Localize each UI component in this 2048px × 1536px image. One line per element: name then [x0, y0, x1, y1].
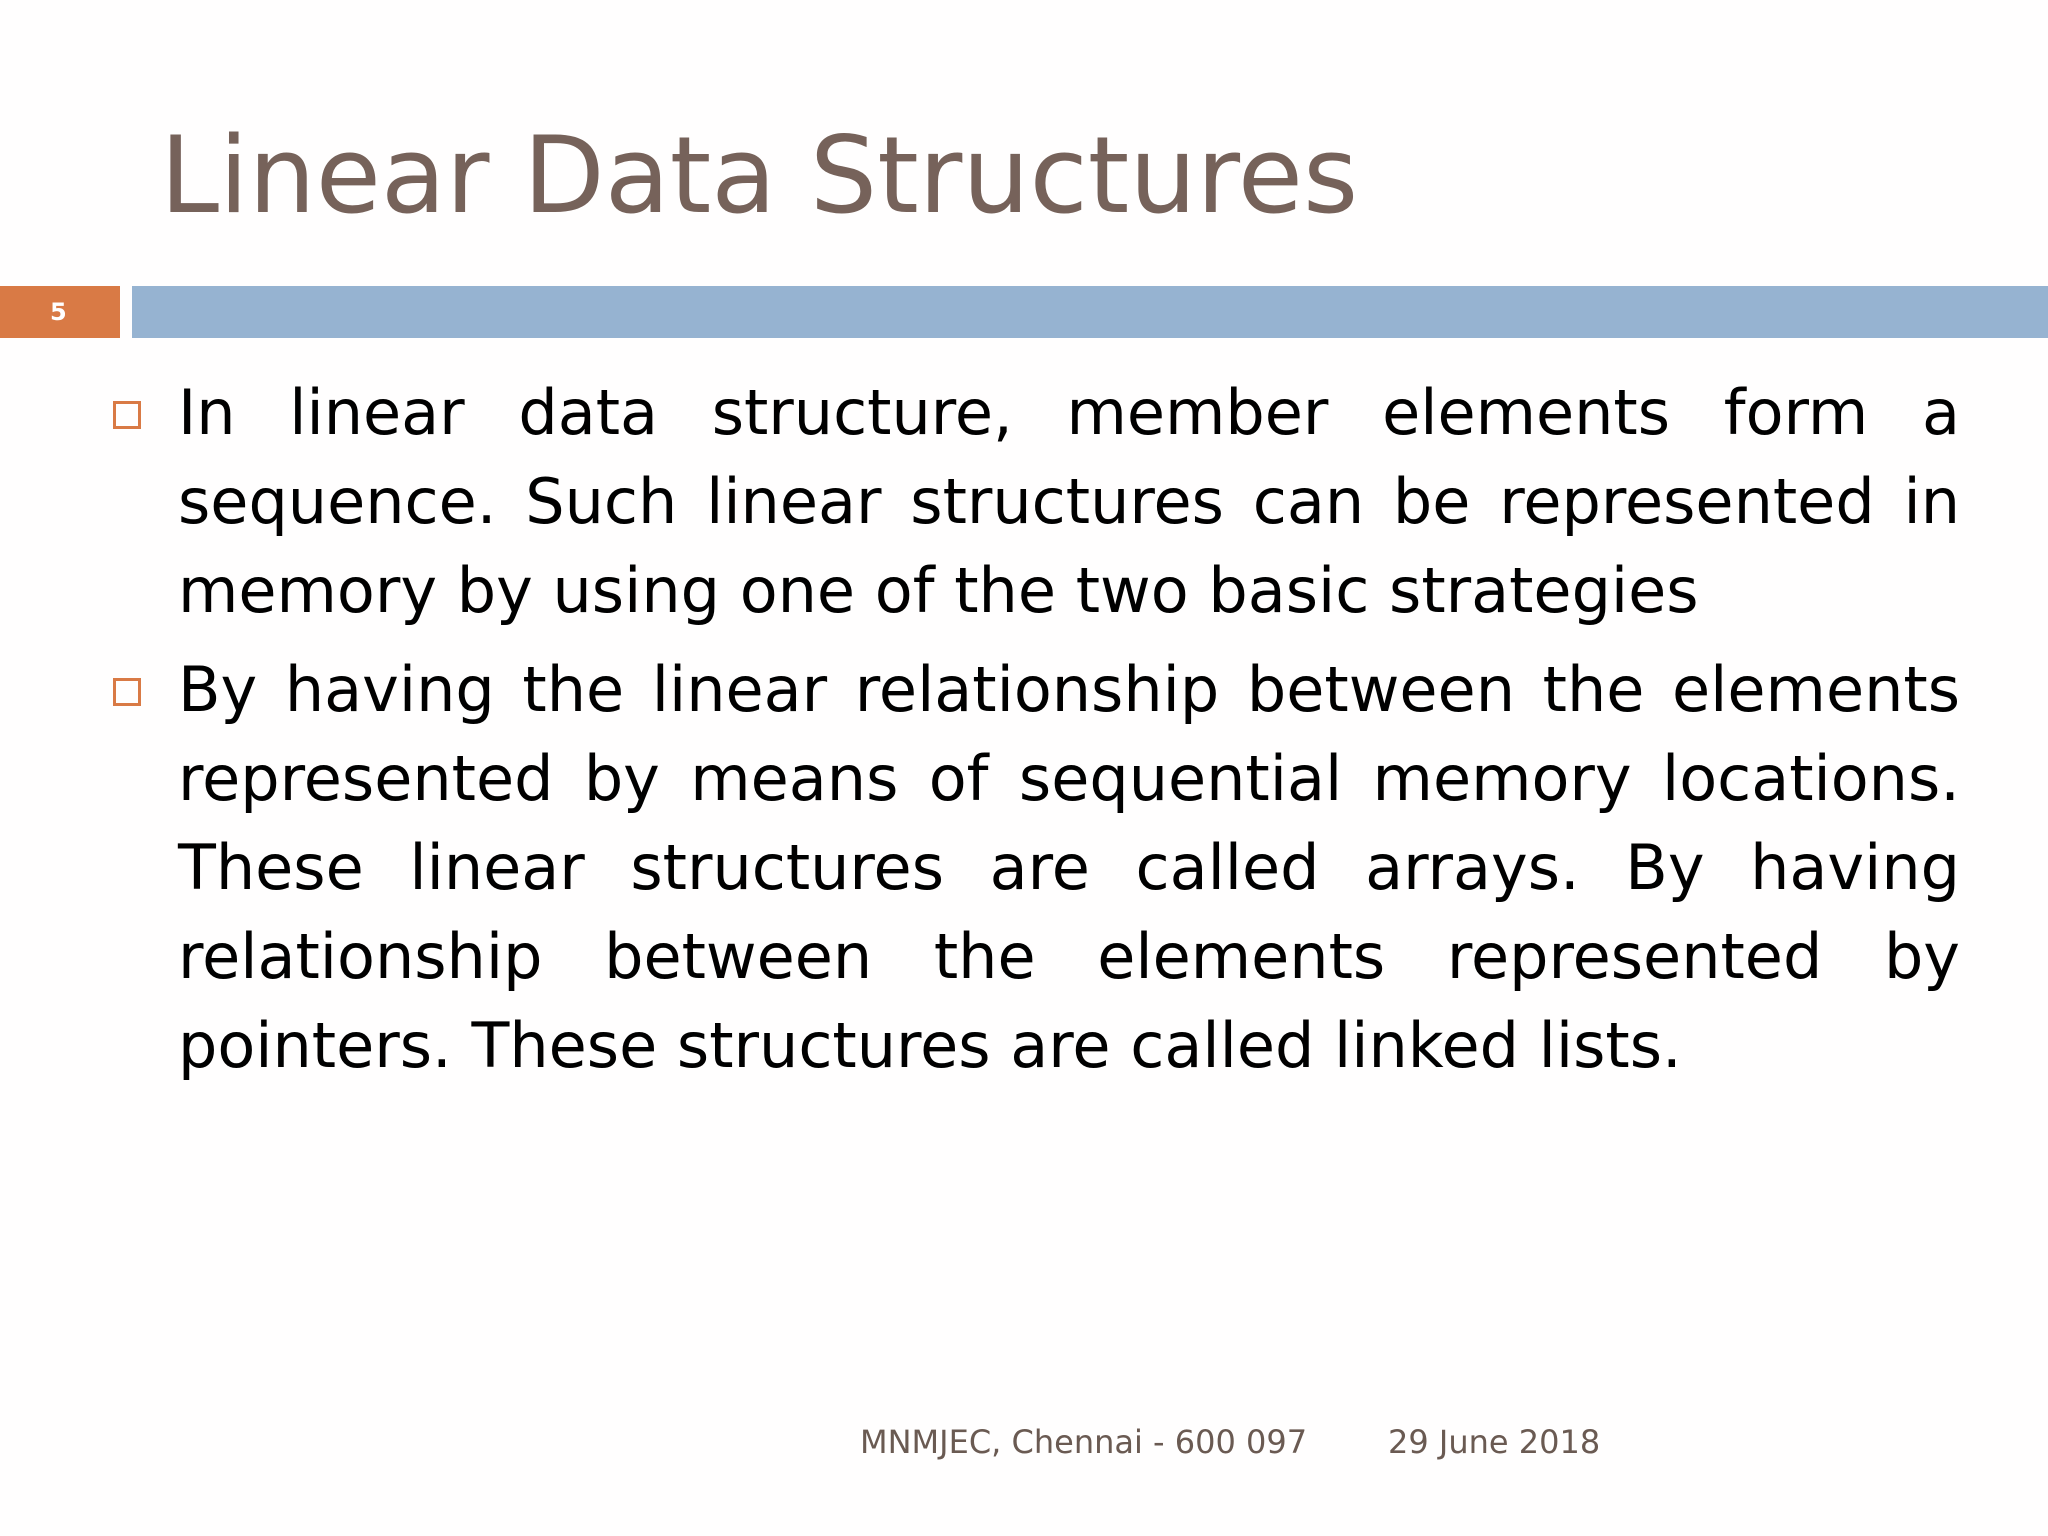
footer-date: 29 June 2018 — [1388, 1423, 1601, 1461]
square-bullet-icon — [113, 678, 141, 706]
bullet-list — [110, 368, 1960, 1100]
bullet-item — [110, 368, 1960, 635]
bullet-text: In linear data structure, member elements form a sequence. Such linear structures can be represented in memory by using one of the two basic strategies — [178, 376, 1960, 627]
slide-number: 5 — [0, 286, 120, 338]
bullet-item — [110, 645, 1960, 1090]
title-divider-bar — [132, 286, 2048, 338]
bullet-text: By having the linear relationship between the elements represented by means of sequential memory locations. These linear structures are called arrays. By having relationship between the elements represented by pointers. These structures are called linked lists. — [178, 653, 1960, 1082]
footer-institution: MNMJEC, Chennai - 600 097 — [860, 1423, 1308, 1461]
slide-title: Linear Data Structures — [160, 114, 1359, 237]
square-bullet-icon — [113, 401, 141, 429]
